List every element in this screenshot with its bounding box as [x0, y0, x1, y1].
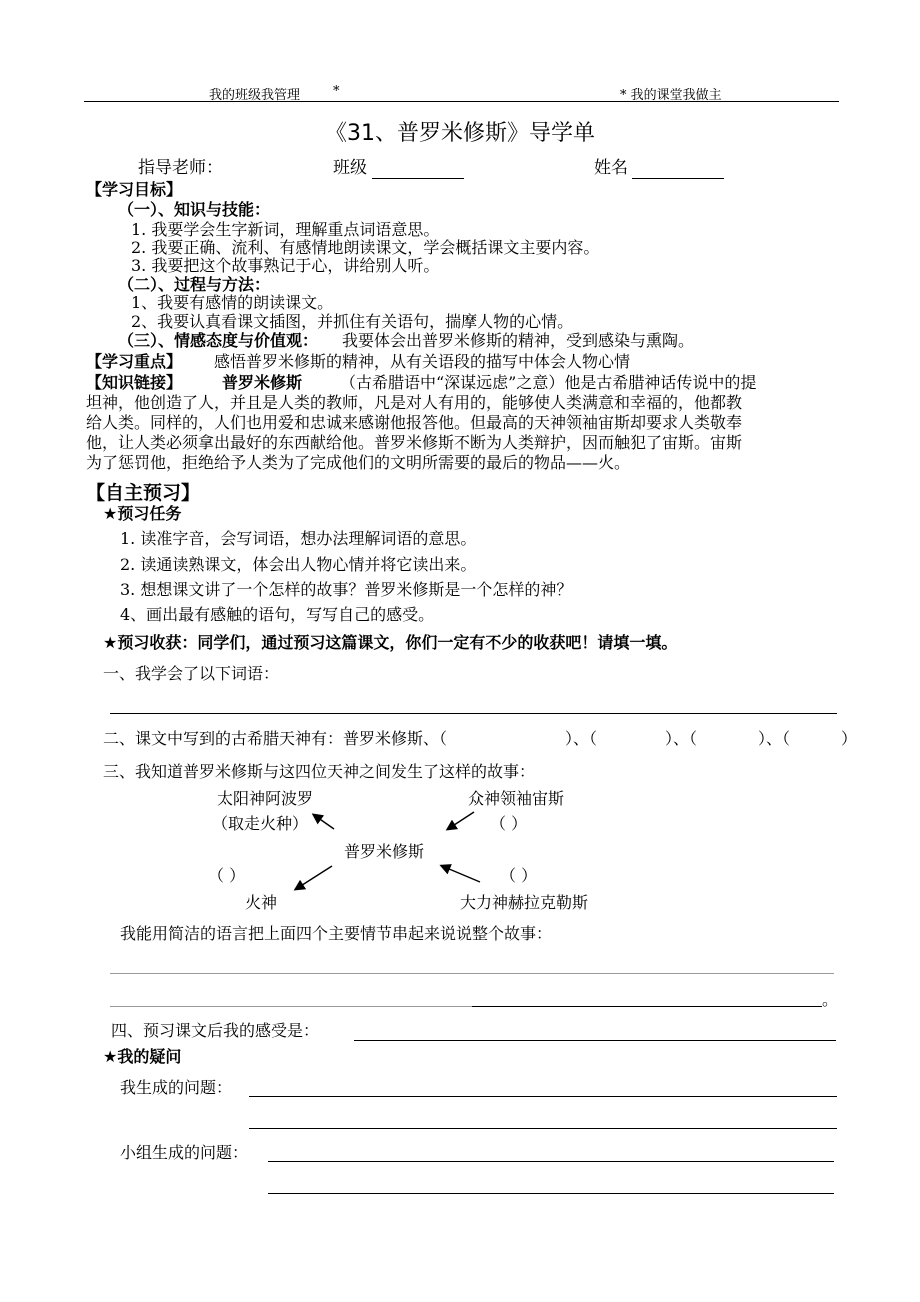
goals-heading: 【学习目标】: [86, 180, 183, 199]
link-line: 他，让人类必须拿出最好的东西献给他。普罗米修斯不断为人类辩护，因而触犯了宙斯。宙斯: [86, 433, 743, 452]
arrow-to-hephaestus: [296, 866, 332, 889]
arrow-from-zeus: [448, 812, 474, 829]
my-questions-line-2[interactable]: [249, 1128, 837, 1129]
story-line-2a[interactable]: [110, 1006, 472, 1007]
header-right: * 我的课堂我做主: [620, 88, 722, 103]
goals-sec2-title: （二）、过程与方法：: [118, 275, 271, 294]
diagram-bottom-right: 大力神赫拉克勒斯: [460, 893, 589, 912]
focus-text: 感悟普罗米修斯的精神，从有关语段的描写中体会人物心情: [214, 352, 631, 371]
q2-sep: ）、（: [565, 729, 598, 748]
harvest-text: ★预习收获：同学们，通过预习这篇课文，你们一定有不少的收获吧！请填一填。: [103, 633, 678, 652]
arrow-to-apollo: [314, 815, 334, 829]
goals-sec1-item: 3. 我要把这个故事熟记于心，讲给别人听。: [131, 256, 440, 275]
link-name: 普罗米修斯: [222, 373, 303, 392]
link-line: （古希腊语中“深谋远虑”之意）他是古希腊神话传说中的提: [340, 373, 757, 392]
page-title: 《31、普罗米修斯》导学单: [325, 121, 595, 146]
goals-sec2-item: 2、我要认真看课文插图，并抓住有关语句，揣摩人物的心情。: [131, 312, 574, 331]
q2-sep: ）、（: [665, 729, 698, 748]
link-line: 坦神，他创造了人，并且是人类的教师，凡是对人有用的，能够使人类满意和幸福的，他都教: [86, 393, 743, 412]
header-star: *: [333, 84, 340, 99]
task-item: 3. 想想课文讲了一个怎样的故事？普罗米修斯是一个怎样的神？: [120, 580, 573, 599]
link-line: 给人类。同样的，人们也用爱和忠诚来感谢他报答他。但最高的天神领袖宙斯却要求人类敬奉: [86, 413, 743, 432]
goals-sec1-item: 2. 我要正确、流利、有感情地朗读课文，学会概括课文主要内容。: [131, 238, 600, 257]
task-item: 2. 读通读熟课文，体会出人物心情并将它读出来。: [120, 555, 477, 574]
q2-text: 二、课文中写到的古希腊天神有：普罗米修斯、（: [103, 729, 448, 748]
q4-text: 四、预习课文后我的感受是：: [111, 1021, 320, 1040]
story-line-1[interactable]: [110, 973, 834, 974]
q3-text: 三、我知道普罗米修斯与这四位天神之间发生了这样的故事：: [103, 762, 536, 781]
goals-sec2-item: 1、我要有感情的朗读课文。: [131, 293, 334, 312]
class-label: 班级: [333, 158, 367, 178]
diagram-top-left-sub: （取走火种）: [212, 814, 309, 833]
goals-sec3-text: 我要体会出普罗米修斯的精神，受到感染与熏陶。: [342, 331, 695, 350]
questions-title: ★我的疑问: [103, 1047, 182, 1066]
link-label: 【知识链接】: [86, 373, 183, 392]
diagram-top-right-sub: （ ）: [490, 814, 528, 833]
diagram-bottom-left-sub: （ ）: [208, 866, 246, 885]
arrow-from-hercules: [442, 866, 480, 882]
story-prompt: 我能用简洁的语言把上面四个主要情节串起来说说整个故事：: [120, 924, 553, 943]
focus-label: 【学习重点】: [86, 352, 183, 371]
q2-sep: ）、（: [758, 729, 791, 748]
diagram-bottom-right-sub: （ ）: [500, 866, 538, 885]
link-line: 为了惩罚他，拒绝给予人类为了完成他们的文明所需要的最后的物品——火。: [86, 453, 631, 472]
goals-sec1-title: （一）、知识与技能：: [118, 200, 271, 219]
preview-heading: 【自主预习】: [86, 482, 201, 504]
goals-sec3-title: （三）、情感态度与价值观：: [118, 331, 319, 350]
group-questions-line-1[interactable]: [268, 1161, 834, 1162]
story-line-2b[interactable]: [472, 1006, 822, 1007]
header-left: 我的班级我管理: [209, 88, 301, 103]
task-title: ★预习任务: [103, 504, 182, 523]
name-label: 姓名: [594, 158, 628, 178]
diagram-bottom-left: 火神: [245, 893, 278, 912]
diagram-top-right: 众神领袖宙斯: [468, 789, 565, 808]
task-item: 1. 读准字音，会写词语，想办法理解词语的意思。: [120, 529, 477, 548]
goals-sec1-item: 1. 我要学会生字新词，理解重点词语意思。: [131, 220, 440, 239]
q2-close: ）: [841, 729, 858, 748]
diagram-center: 普罗米修斯: [344, 842, 425, 861]
group-questions-line-2[interactable]: [268, 1193, 834, 1194]
group-questions-label: 小组生成的问题：: [120, 1143, 249, 1162]
q1-text: 一、我学会了以下词语：: [103, 664, 280, 683]
task-item: 4、画出最有感触的语句，写写自己的感受。: [120, 605, 435, 624]
story-period: 。: [822, 990, 839, 1009]
my-questions-label: 我生成的问题：: [120, 1078, 233, 1097]
diagram-top-left: 太阳神阿波罗: [217, 789, 314, 808]
teacher-label: 指导老师：: [138, 158, 223, 178]
q4-answer-line[interactable]: [354, 1040, 836, 1041]
my-questions-line-1[interactable]: [249, 1096, 837, 1097]
